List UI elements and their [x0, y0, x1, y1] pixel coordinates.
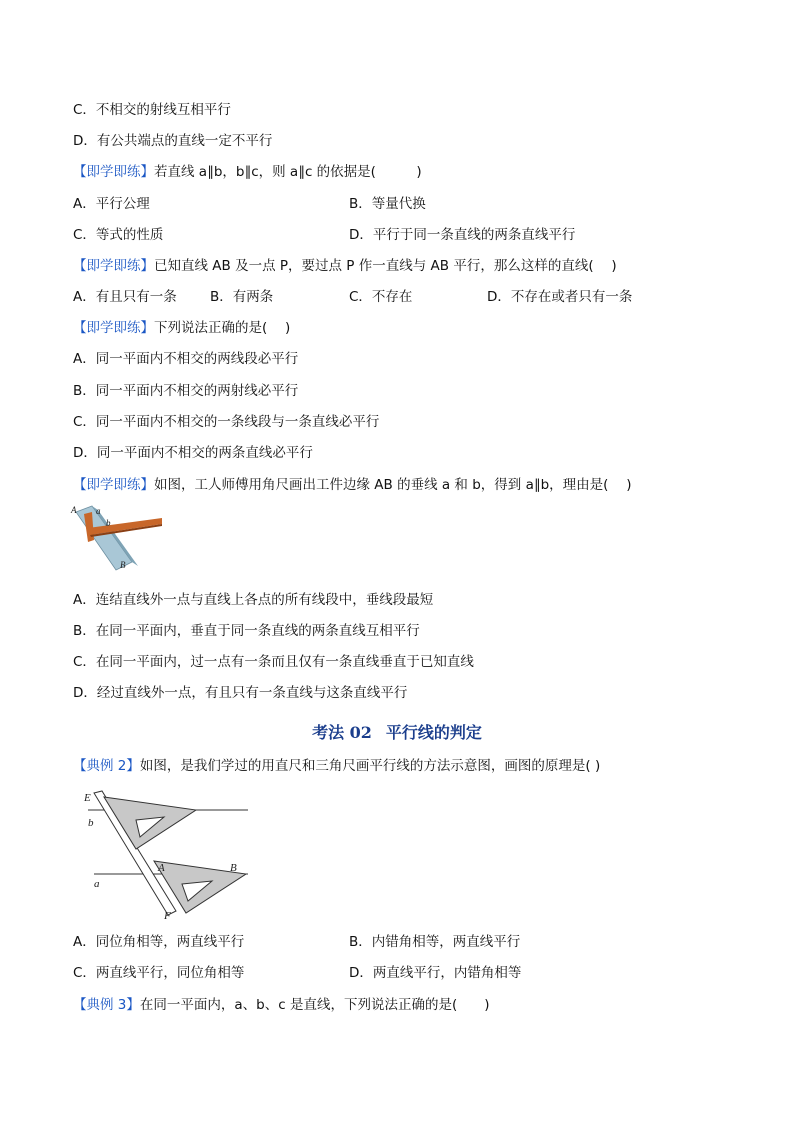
question-tag: 【典例 2】: [73, 758, 140, 774]
question-text: 如图，是我们学过的用直尺和三角尺画平行线的方法示意图，画图的原理是( ): [139, 758, 601, 774]
option-c: C．不相交的射线互相平行: [73, 102, 231, 118]
section-title: [0, 720, 794, 743]
label-F: F: [164, 910, 171, 922]
question-stem: [73, 757, 600, 775]
option-a: A．同位角相等，两直线平行: [73, 934, 245, 950]
option-b: B．在同一平面内，垂直于同一条直线的两条直线互相平行: [73, 623, 420, 639]
option-d: D．不存在或者只有一条: [487, 289, 633, 305]
option-b: B．同一平面内不相交的两射线必平行: [73, 383, 299, 399]
section-number: 考法 02: [312, 723, 372, 742]
question-stem: [73, 163, 422, 181]
carpenter-square-figure: [70, 502, 170, 578]
label-A: A: [71, 505, 77, 515]
label-b: b: [106, 518, 111, 528]
question-stem: [73, 257, 617, 275]
question-text: 在同一平面内，a、b、c 是直线，下列说法正确的是( ): [139, 997, 490, 1013]
option-d: D．有公共端点的直线一定不平行: [73, 133, 273, 149]
option-d: D．两直线平行，内错角相等: [349, 965, 522, 981]
option-c: C．在同一平面内，过一点有一条而且仅有一条直线垂直于已知直线: [73, 654, 474, 670]
option-row: [73, 288, 633, 306]
option-a: A．有且只有一条: [73, 289, 177, 305]
option-b: B．内错角相等，两直线平行: [349, 934, 521, 950]
section-name: 平行线的判定: [385, 723, 482, 742]
label-a: a: [96, 506, 101, 516]
label-a: a: [94, 878, 100, 890]
label-E: E: [84, 792, 91, 804]
option-c: C．两直线平行，同位角相等: [73, 965, 245, 981]
option-c: C．等式的性质: [73, 227, 164, 243]
option-a: A．平行公理: [73, 196, 150, 212]
option-a: A．同一平面内不相交的两线段必平行: [73, 351, 299, 367]
option-b: B．有两条: [210, 289, 274, 305]
question-text: 若直线 a∥b，b∥c，则 a∥c 的依据是( ): [154, 164, 422, 180]
option-row: [73, 933, 521, 951]
option-row: [73, 195, 426, 213]
option-row: [73, 964, 522, 982]
option-b: B．等量代换: [349, 196, 426, 212]
label-B: B: [230, 862, 237, 874]
option-a: A．连结直线外一点与直线上各点的所有线段中，垂线段最短: [73, 592, 434, 608]
question-text: 下列说法正确的是( ): [154, 320, 291, 336]
question-text: 已知直线 AB 及一点 P，要过点 P 作一直线与 AB 平行，那么这样的直线( ): [154, 258, 617, 274]
label-b: b: [88, 817, 94, 829]
option-d: D．同一平面内不相交的两条直线必平行: [73, 445, 313, 461]
question-tag: 【即学即练】: [73, 477, 154, 493]
question-text: 如图，工人师傅用角尺画出工件边缘 AB 的垂线 a 和 b，得到 a∥b，理由是( ): [154, 477, 632, 493]
option-row: [73, 226, 576, 244]
question-tag: 【即学即练】: [73, 258, 154, 274]
label-A: A: [158, 862, 165, 874]
label-B: B: [120, 560, 126, 570]
ruler-triangle-figure: [80, 787, 252, 922]
question-stem: [73, 476, 632, 494]
question-stem: [73, 319, 290, 337]
question-tag: 【即学即练】: [73, 320, 154, 336]
option-c: C．不存在: [349, 289, 413, 305]
option-d: D．经过直线外一点，有且只有一条直线与这条直线平行: [73, 685, 408, 701]
question-stem: [73, 996, 489, 1014]
question-tag: 【即学即练】: [73, 164, 154, 180]
option-c: C．同一平面内不相交的一条线段与一条直线必平行: [73, 414, 380, 430]
option-d: D．平行于同一条直线的两条直线平行: [349, 227, 576, 243]
question-tag: 【典例 3】: [73, 997, 140, 1013]
